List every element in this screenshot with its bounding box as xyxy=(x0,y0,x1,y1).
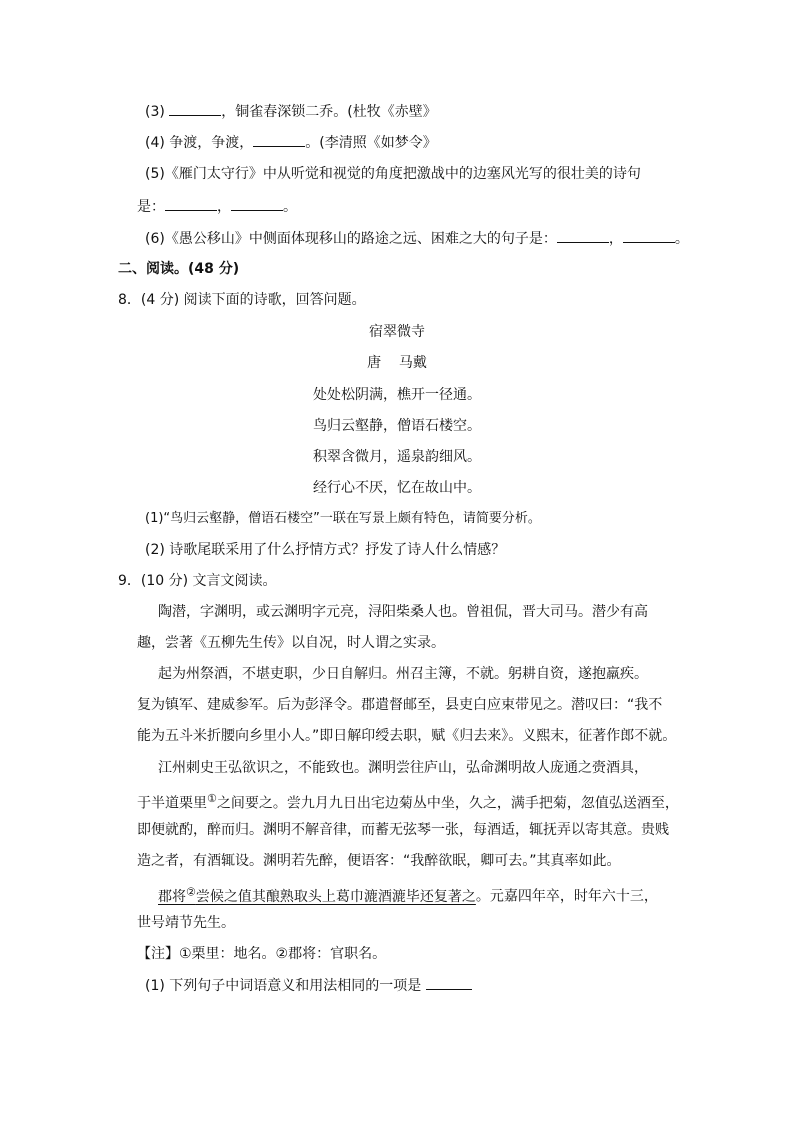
q7-6-end: 。 xyxy=(674,231,689,247)
underlined-sentence xyxy=(158,885,476,905)
q7-6-sep: ， xyxy=(608,231,623,247)
question-8-stem: 8．(4 分) 阅读下面的诗歌，回答问题。 xyxy=(118,292,366,308)
q9-sub1-text: (1) 下列句子中词语意义和用法相同的一项是 xyxy=(145,978,422,994)
passage-line: 世号靖节先生。 xyxy=(137,915,235,931)
answer-blank[interactable] xyxy=(165,196,217,211)
poem-title: 宿翠微寺 xyxy=(369,324,425,340)
passage-line: 起为州祭酒，不堪吏职，少日自解归。州召主簿，不就。躬耕自资，遂抱羸疾。 xyxy=(158,666,648,682)
question-7-4 xyxy=(145,132,437,153)
poem-line: 处处松阴满，樵开一径通。 xyxy=(313,387,481,403)
question-9-stem: 9．(10 分) 文言文阅读。 xyxy=(118,573,277,589)
question-7-5-line1: (5)《雁门太守行》中从听觉和视觉的角度把激战中的边塞风光写的很壮美的诗句 xyxy=(145,166,641,182)
passage-line: 即便就酌，醉而归。渊明不解音律，而蓄无弦琴一张，每酒适，辄抚弄以寄其意。贵贱 xyxy=(137,822,669,838)
question-8-sub2: (2) 诗歌尾联采用了什么抒情方式？抒发了诗人什么情感？ xyxy=(145,542,506,558)
question-9-sub1 xyxy=(145,975,472,996)
section-heading: 二、阅读。(48 分) xyxy=(118,261,240,277)
passage-line: 陶潜，字渊明，或云渊明字元亮，浔阳柴桑人也。曾祖侃，晋大司马。潜少有高 xyxy=(158,604,648,620)
passage-line: 趣，尝著《五柳先生传》以自况，时人谓之实录。 xyxy=(137,635,445,651)
footnote-marker: ② xyxy=(186,885,196,898)
passage-line: 能为五斗米折腰向乡里小人。”即日解印绶去职，赋《归去来》。义熙末，征著作郎不就。 xyxy=(137,728,677,744)
answer-blank[interactable] xyxy=(623,228,675,243)
q7-4-text: (4) 争渡，争渡， xyxy=(145,135,254,151)
answer-blank[interactable] xyxy=(231,196,283,211)
passage-line: 江州刺史王弘欲识之，不能致也。渊明尝往庐山，弘命渊明故人庞通之赍酒具， xyxy=(158,760,648,776)
poem-line: 经行心不厌，忆在故山中。 xyxy=(313,480,481,496)
passage-text: 于半道栗里 xyxy=(137,795,207,812)
question-7-6 xyxy=(145,228,689,249)
answer-blank[interactable] xyxy=(253,132,305,147)
passage-text: 尝候之值其酿熟取头上葛巾漉酒漉毕还复著之 xyxy=(195,888,476,905)
question-7-3 xyxy=(145,101,437,122)
q7-5-end: 。 xyxy=(283,199,297,215)
answer-blank[interactable] xyxy=(557,228,609,243)
question-8-sub1: (1)“鸟归云壑静，僧语石楼空”一联在写景上颇有特色，请简要分析。 xyxy=(145,511,541,526)
footnote-marker: ① xyxy=(207,792,217,805)
q7-3-number: (3) xyxy=(145,104,165,120)
passage-line: 复为镇军、建威参军。后为彭泽令。郡遣督邮至，县吏白应束带见之。潜叹曰：“我不 xyxy=(137,697,663,713)
q7-6-text: (6)《愚公移山》中侧面体现移山的路途之远、困难之大的句子是： xyxy=(145,231,557,247)
q7-5-sep: ， xyxy=(217,199,231,215)
poem-author: 唐 马戴 xyxy=(367,355,427,371)
q7-4-source: 。(李清照《如梦令》 xyxy=(305,135,437,151)
passage-text: 。元嘉四年卒，时年六十三， xyxy=(475,888,658,905)
passage-line: 造之者，有酒辄设。渊明若先醉，便语客：“我醉欲眠，卿可去。”其真率如此。 xyxy=(137,853,621,869)
q7-3-text: ，铜雀春深锁二乔。(杜牧《赤壁》 xyxy=(221,104,437,120)
passage-text: 之间要之。尝九月九日出宅边菊丛中坐，久之，满手把菊，忽值弘送酒至， xyxy=(216,795,679,812)
passage-text: 郡将 xyxy=(158,888,186,905)
poem-line: 积翠含微月，遥泉韵细风。 xyxy=(313,449,481,465)
footnote: 【注】①栗里：地名。②郡将：官职名。 xyxy=(137,946,387,962)
question-7-5-line2 xyxy=(137,196,297,217)
answer-blank[interactable] xyxy=(169,101,221,116)
passage-line xyxy=(137,789,679,814)
poem-line: 鸟归云壑静，僧语石楼空。 xyxy=(313,418,481,434)
passage-line xyxy=(158,882,658,907)
q7-5-lead: 是： xyxy=(137,199,165,215)
answer-blank[interactable] xyxy=(426,975,472,990)
